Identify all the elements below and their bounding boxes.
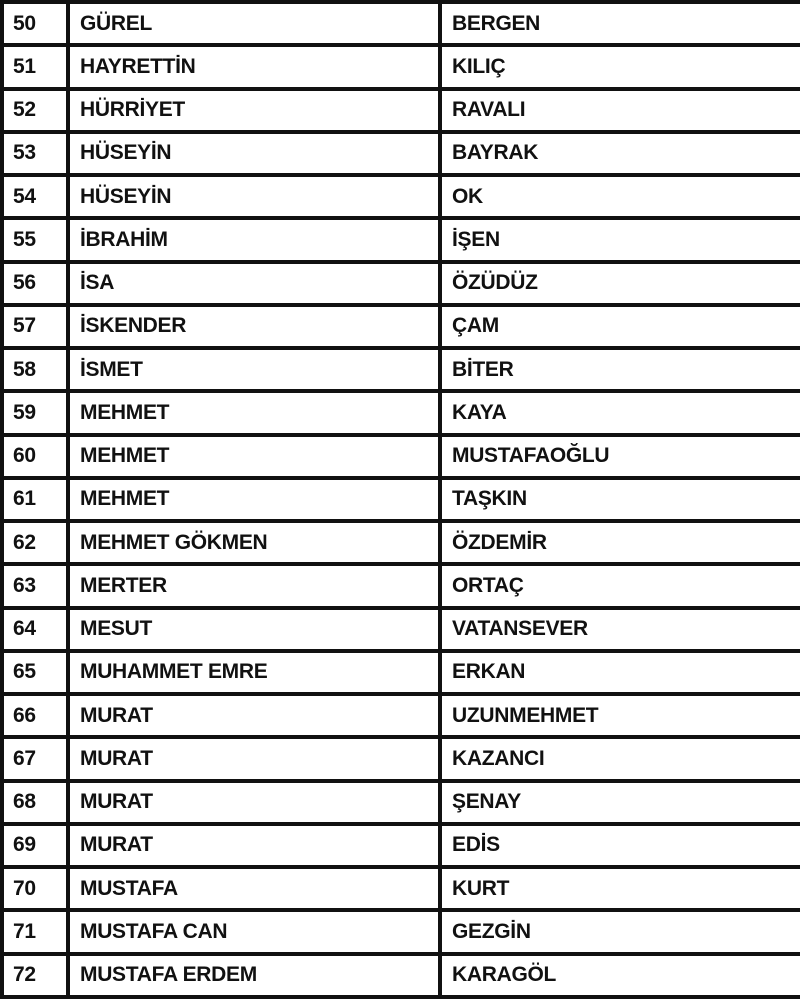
table-row xyxy=(2,867,800,910)
last-name-cell: RAVALI xyxy=(440,89,800,132)
table-row xyxy=(2,132,800,175)
first-name-cell: HÜSEYİN xyxy=(68,175,440,218)
table-row xyxy=(2,218,800,261)
row-number-cell: 56 xyxy=(2,262,68,305)
row-number-cell: 55 xyxy=(2,218,68,261)
last-name-cell: BAYRAK xyxy=(440,132,800,175)
table-row xyxy=(2,521,800,564)
first-name-cell: MERTER xyxy=(68,564,440,607)
row-number-cell: 52 xyxy=(2,89,68,132)
last-name-cell: GEZGİN xyxy=(440,910,800,953)
first-name-cell: MURAT xyxy=(68,781,440,824)
first-name-cell: MEHMET xyxy=(68,478,440,521)
last-name-cell: ÖZDEMİR xyxy=(440,521,800,564)
last-name-cell: OK xyxy=(440,175,800,218)
row-number-cell: 59 xyxy=(2,391,68,434)
table-row xyxy=(2,175,800,218)
first-name-cell: MURAT xyxy=(68,737,440,780)
table-row xyxy=(2,824,800,867)
row-number-cell: 61 xyxy=(2,478,68,521)
last-name-cell: ŞENAY xyxy=(440,781,800,824)
first-name-cell: İSA xyxy=(68,262,440,305)
first-name-cell: MURAT xyxy=(68,824,440,867)
last-name-cell: KAZANCI xyxy=(440,737,800,780)
last-name-cell: VATANSEVER xyxy=(440,608,800,651)
last-name-cell: KARAGÖL xyxy=(440,954,800,998)
table-row xyxy=(2,478,800,521)
table-row xyxy=(2,564,800,607)
last-name-cell: MUSTAFAOĞLU xyxy=(440,435,800,478)
table-row xyxy=(2,781,800,824)
last-name-cell: KURT xyxy=(440,867,800,910)
row-number-cell: 68 xyxy=(2,781,68,824)
row-number-cell: 60 xyxy=(2,435,68,478)
table-row xyxy=(2,305,800,348)
row-number-cell: 69 xyxy=(2,824,68,867)
row-number-cell: 53 xyxy=(2,132,68,175)
row-number-cell: 64 xyxy=(2,608,68,651)
first-name-cell: MUSTAFA CAN xyxy=(68,910,440,953)
row-number-cell: 70 xyxy=(2,867,68,910)
first-name-cell: MEHMET GÖKMEN xyxy=(68,521,440,564)
last-name-cell: İŞEN xyxy=(440,218,800,261)
first-name-cell: MURAT xyxy=(68,694,440,737)
first-name-cell: MESUT xyxy=(68,608,440,651)
last-name-cell: ERKAN xyxy=(440,651,800,694)
first-name-cell: GÜREL xyxy=(68,2,440,45)
last-name-cell: ÇAM xyxy=(440,305,800,348)
table-row xyxy=(2,435,800,478)
table-row xyxy=(2,651,800,694)
row-number-cell: 62 xyxy=(2,521,68,564)
last-name-cell: KILIÇ xyxy=(440,45,800,88)
table-row xyxy=(2,954,800,998)
last-name-cell: BERGEN xyxy=(440,2,800,45)
table-row xyxy=(2,2,800,45)
first-name-cell: MUHAMMET EMRE xyxy=(68,651,440,694)
last-name-cell: EDİS xyxy=(440,824,800,867)
row-number-cell: 50 xyxy=(2,2,68,45)
first-name-cell: HÜSEYİN xyxy=(68,132,440,175)
row-number-cell: 58 xyxy=(2,348,68,391)
row-number-cell: 71 xyxy=(2,910,68,953)
last-name-cell: ÖZÜDÜZ xyxy=(440,262,800,305)
first-name-cell: HAYRETTİN xyxy=(68,45,440,88)
first-name-cell: İSMET xyxy=(68,348,440,391)
last-name-cell: UZUNMEHMET xyxy=(440,694,800,737)
first-name-cell: MEHMET xyxy=(68,391,440,434)
first-name-cell: İBRAHİM xyxy=(68,218,440,261)
first-name-cell: MUSTAFA ERDEM xyxy=(68,954,440,998)
table-row xyxy=(2,694,800,737)
table-row xyxy=(2,910,800,953)
table-row xyxy=(2,45,800,88)
table-row xyxy=(2,262,800,305)
table-row xyxy=(2,608,800,651)
last-name-cell: BİTER xyxy=(440,348,800,391)
table-row xyxy=(2,737,800,780)
first-name-cell: MEHMET xyxy=(68,435,440,478)
table-row xyxy=(2,89,800,132)
row-number-cell: 51 xyxy=(2,45,68,88)
row-number-cell: 72 xyxy=(2,954,68,998)
table-row xyxy=(2,391,800,434)
row-number-cell: 54 xyxy=(2,175,68,218)
row-number-cell: 67 xyxy=(2,737,68,780)
last-name-cell: KAYA xyxy=(440,391,800,434)
row-number-cell: 63 xyxy=(2,564,68,607)
row-number-cell: 65 xyxy=(2,651,68,694)
last-name-cell: ORTAÇ xyxy=(440,564,800,607)
table-row xyxy=(2,348,800,391)
first-name-cell: MUSTAFA xyxy=(68,867,440,910)
row-number-cell: 57 xyxy=(2,305,68,348)
first-name-cell: HÜRRİYET xyxy=(68,89,440,132)
table-body xyxy=(2,2,800,997)
last-name-cell: TAŞKIN xyxy=(440,478,800,521)
first-name-cell: İSKENDER xyxy=(68,305,440,348)
row-number-cell: 66 xyxy=(2,694,68,737)
